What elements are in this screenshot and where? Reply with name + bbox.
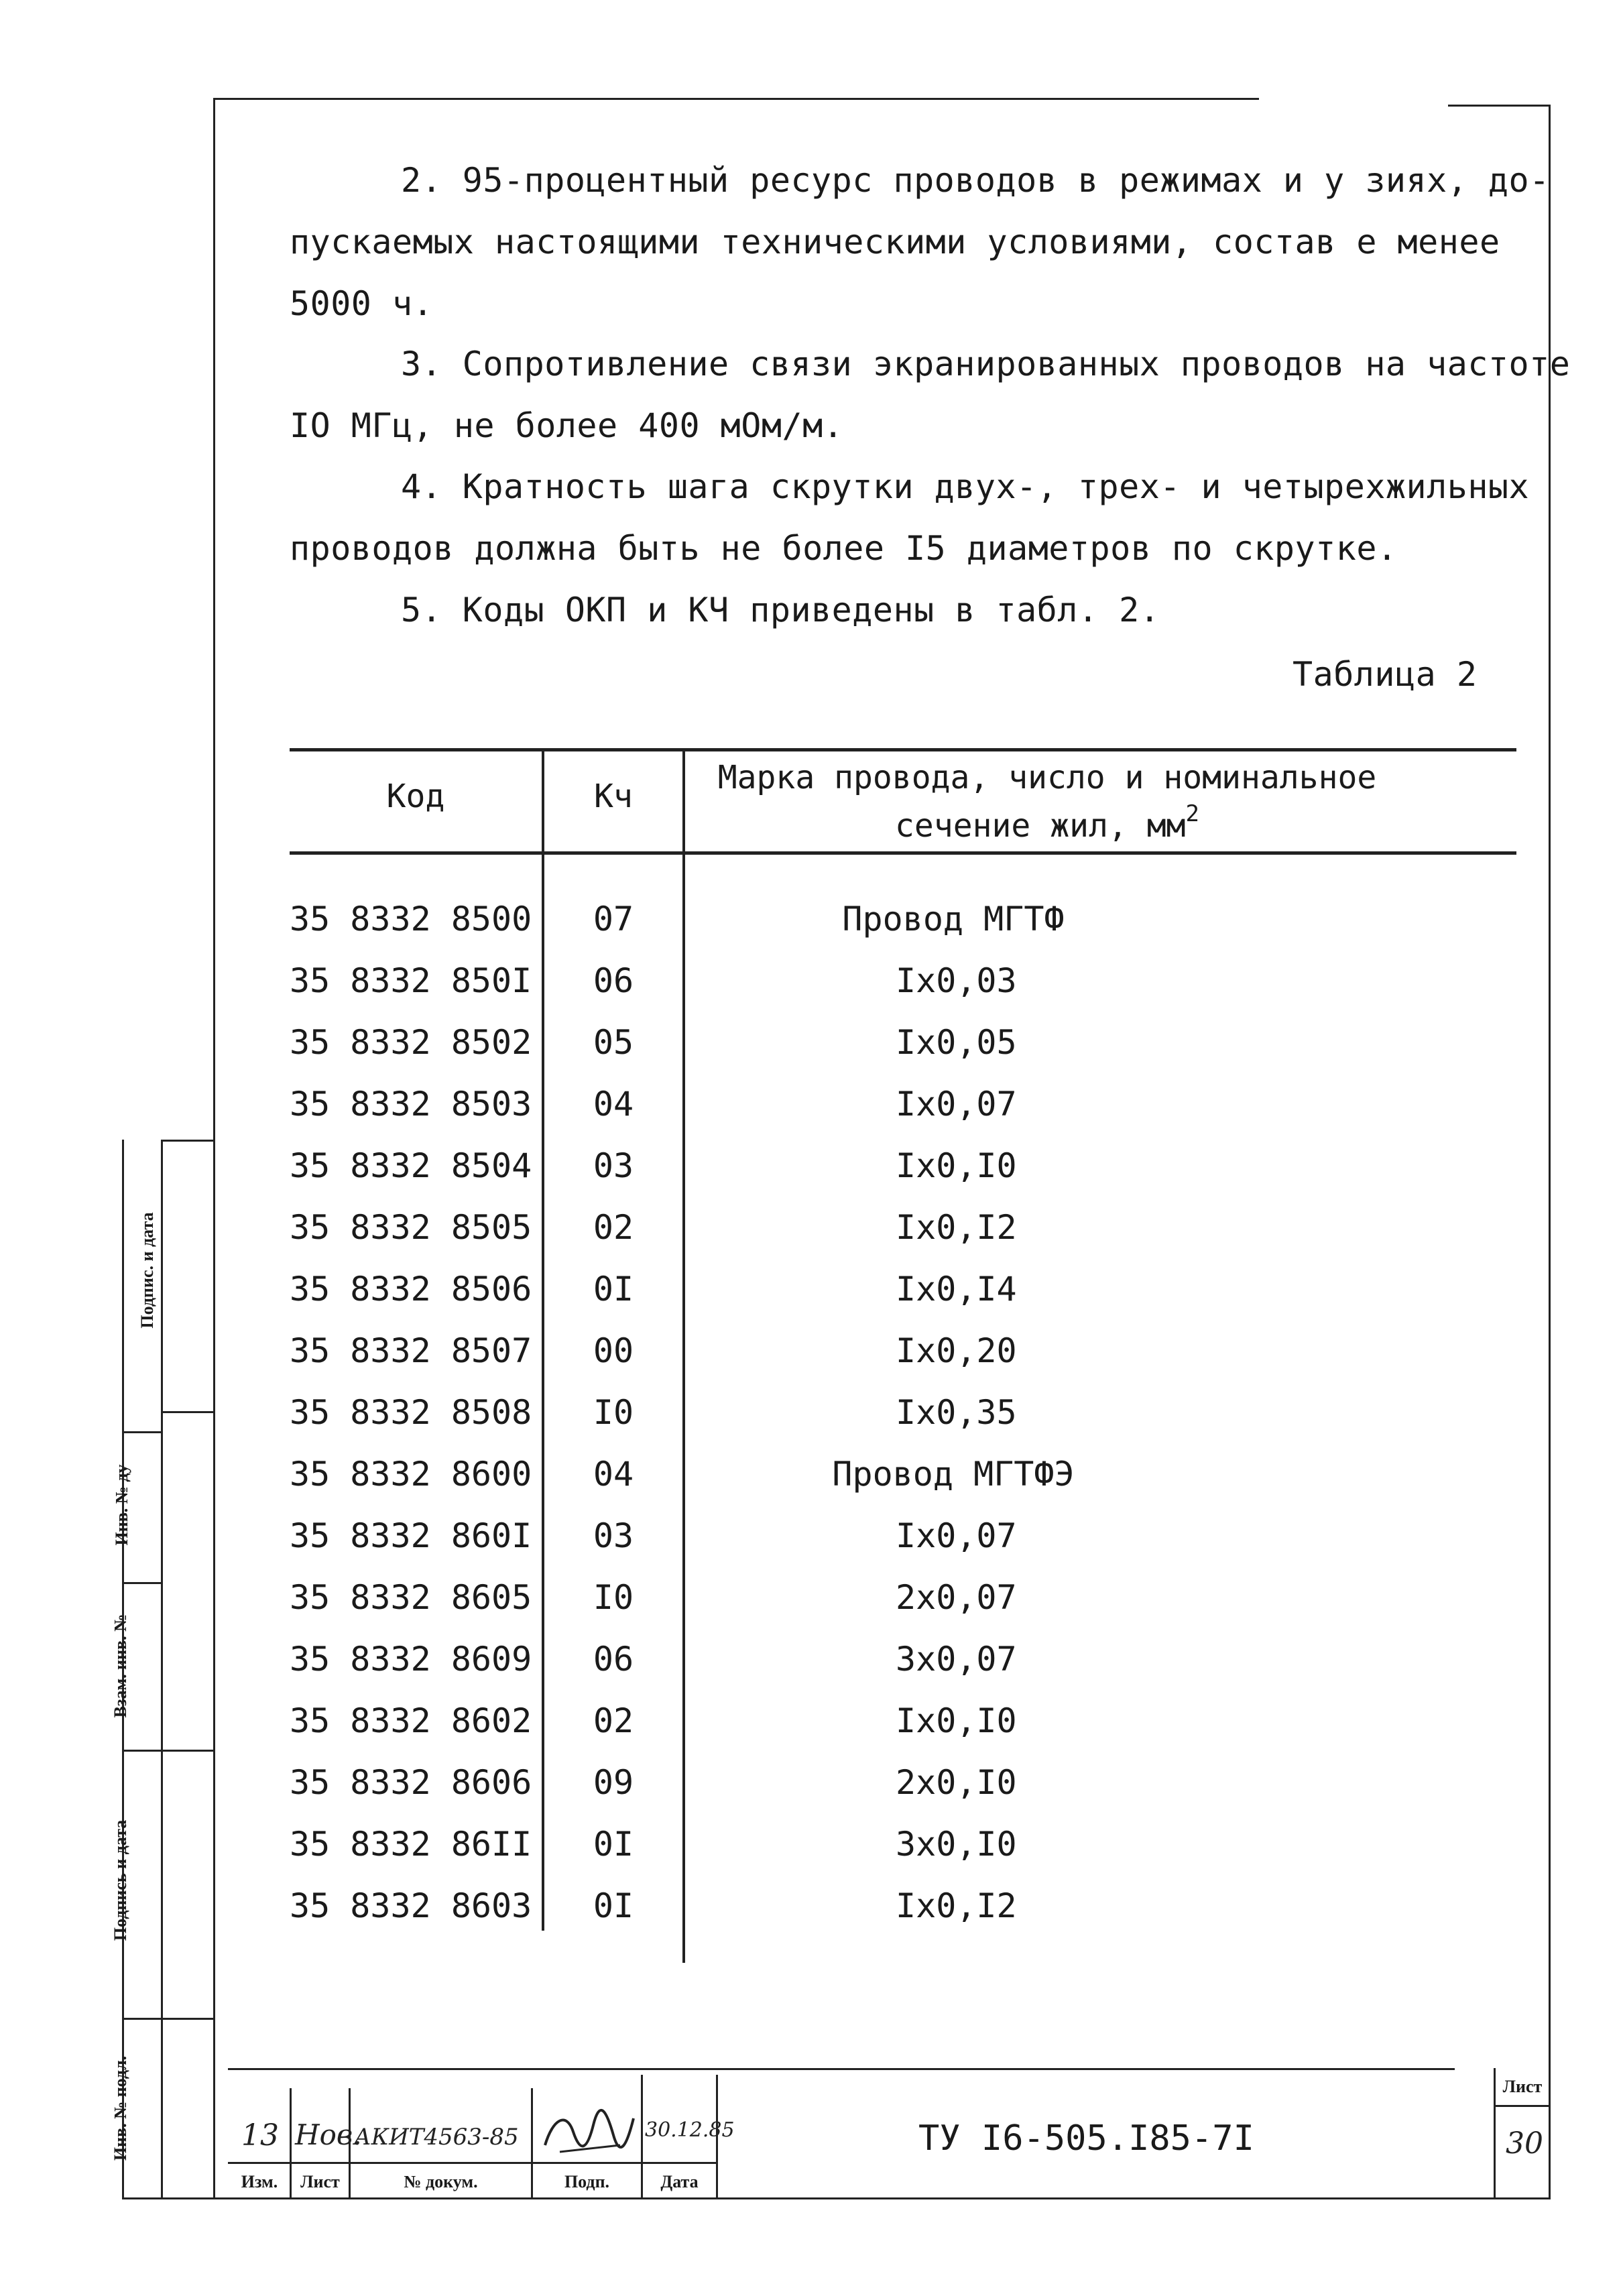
table-cell-mark: Ix0,07 — [896, 1516, 1017, 1555]
table-cell-kch: 06 — [593, 961, 634, 1000]
table-cell-code: 35 8332 8505 — [290, 1208, 532, 1247]
frame-bottom — [122, 2197, 1550, 2199]
margin-stamp-div-1b — [122, 1431, 162, 1433]
table-cell-mark: Ix0,I0 — [896, 1701, 1017, 1740]
table-cell-kch: 03 — [593, 1146, 634, 1185]
margin-stamp-div-2 — [122, 1582, 162, 1584]
stamp-mid-rule — [228, 2162, 717, 2164]
table-cell-mark: Ix0,I4 — [896, 1270, 1017, 1309]
frame-right — [1549, 105, 1551, 2199]
table-caption: Таблица 2 — [1293, 655, 1478, 694]
paragraph-3-line-1: 3. Сопротивление связи экранированных проводов на частоте — [401, 345, 1571, 383]
margin-stamp-div-1 — [161, 1411, 213, 1413]
table-cell-mark: Провод МГТФ — [842, 900, 1065, 939]
table-cell-mark: 2x0,07 — [896, 1578, 1017, 1617]
paragraph-3-line-2: IO МГц, не более 400 мОм/м. — [290, 406, 844, 445]
table-cell-mark: Ix0,03 — [896, 961, 1017, 1000]
table-cell-code: 35 8332 8609 — [290, 1640, 532, 1679]
stamp-list-value: Нов. — [295, 2118, 362, 2151]
table-cell-kch: 0I — [593, 1270, 634, 1309]
stamp-caption-podp: Подп. — [564, 2172, 610, 2191]
stamp-caption-izm: Изм. — [241, 2172, 278, 2191]
margin-stamp-div-3 — [122, 1750, 162, 1752]
table-cell-kch: 03 — [593, 1516, 634, 1555]
margin-stamp-div-4 — [122, 2018, 213, 2020]
table-cell-code: 35 8332 8602 — [290, 1701, 532, 1740]
frame-top-right — [1448, 105, 1550, 107]
table-cell-kch: 06 — [593, 1640, 634, 1679]
table-cell-mark: Ix0,05 — [896, 1023, 1017, 1062]
paragraph-4-line-2: проводов должна быть не более I5 диаметров по скрутке. — [290, 529, 1398, 568]
table-cell-code: 35 8332 8605 — [290, 1578, 532, 1617]
paragraph-2-line-3: 5000 ч. — [290, 284, 434, 323]
margin-stamp-inner — [161, 1140, 163, 2199]
stamp-sheet-rule — [1494, 2105, 1550, 2107]
table-cell-kch: 07 — [593, 900, 634, 939]
stamp-sheet-number: 30 — [1506, 2126, 1543, 2161]
table-cell-kch: 09 — [593, 1763, 634, 1802]
stamp-caption-date: Дата — [660, 2172, 699, 2191]
paragraph-5-line-1: 5. Коды ОКП и КЧ приведены в табл. 2. — [401, 591, 1160, 629]
table-cell-code: 35 8332 8502 — [290, 1023, 532, 1062]
side-label-inv-podl: Инв. № подл. — [111, 2055, 130, 2161]
table-cell-code: 35 8332 8500 — [290, 900, 532, 939]
table-cell-code: 35 8332 8508 — [290, 1393, 532, 1432]
side-label-inv-du: Инв. № ду — [112, 1464, 131, 1546]
header-kch: Кч — [594, 778, 633, 815]
frame-top-left — [213, 98, 1259, 100]
table-cell-code: 35 8332 8503 — [290, 1085, 532, 1124]
table-cell-mark: Провод МГТФЭ — [832, 1455, 1075, 1494]
paragraph-4-line-1: 4. Кратность шага скрутки двух-, трех- и четырехжильных — [401, 467, 1530, 506]
stamp-caption-doc: № докум. — [404, 2172, 478, 2191]
table-cell-mark: Ix0,I0 — [896, 1146, 1017, 1185]
document-code: ТУ I6-505.I85-7I — [918, 2118, 1254, 2159]
table-cell-code: 35 8332 8600 — [290, 1455, 532, 1494]
table-cell-kch: 05 — [593, 1023, 634, 1062]
table-cell-mark: Ix0,I2 — [896, 1886, 1017, 1925]
table-cell-mark: 3x0,I0 — [896, 1825, 1017, 1864]
table-cell-kch: 0I — [593, 1886, 634, 1925]
signature-mark — [540, 2105, 637, 2159]
margin-stamp-div-3b — [161, 1750, 213, 1752]
table-cell-mark: Ix0,35 — [896, 1393, 1017, 1432]
paragraph-2-line-2: пускаемых настоящими техническими условиями, состав е менее — [290, 223, 1500, 261]
table-cell-kch: 02 — [593, 1208, 634, 1247]
stamp-caption-list: Лист — [300, 2172, 340, 2191]
side-label-vzam-inv: Взам. инв. № — [111, 1614, 130, 1718]
table-cell-code: 35 8332 8504 — [290, 1146, 532, 1185]
table-cell-code: 35 8332 86II — [290, 1825, 532, 1864]
table-cell-kch: 04 — [593, 1085, 634, 1124]
table-cell-kch: 02 — [593, 1701, 634, 1740]
frame-left — [213, 98, 215, 2199]
stamp-izm-value: 13 — [241, 2118, 279, 2153]
side-label-sign-date-bottom: Подпись и дата — [111, 1819, 130, 1941]
table-cell-code: 35 8332 8507 — [290, 1331, 532, 1370]
table-cell-code: 35 8332 8603 — [290, 1886, 532, 1925]
table-cell-mark: 3x0,07 — [896, 1640, 1017, 1679]
header-code: Код — [386, 778, 445, 815]
table-cell-kch: 00 — [593, 1331, 634, 1370]
stamp-sheet-label: Лист — [1502, 2077, 1543, 2096]
table-cell-kch: 04 — [593, 1455, 634, 1494]
table-cell-code: 35 8332 8506 — [290, 1270, 532, 1309]
header-mark-line-1: Марка провода, число и номинальное — [717, 759, 1377, 796]
table-cell-mark: 2x0,I0 — [896, 1763, 1017, 1802]
table-cell-mark: Ix0,I2 — [896, 1208, 1017, 1247]
table-cell-kch: 0I — [593, 1825, 634, 1864]
stamp-top-rule — [228, 2068, 1455, 2070]
table-cell-kch: I0 — [593, 1393, 634, 1432]
table-cell-code: 35 8332 8606 — [290, 1763, 532, 1802]
table-cell-kch: I0 — [593, 1578, 634, 1617]
margin-stamp-top — [161, 1140, 213, 1142]
table-cell-mark: Ix0,07 — [896, 1085, 1017, 1124]
table-header-rule — [290, 851, 1516, 855]
table-cell-code: 35 8332 860I — [290, 1516, 532, 1555]
header-mark-line-2 — [685, 800, 1409, 845]
header-mark-superscript: 2 — [1185, 800, 1199, 827]
header-mark-line-2-text: сечение жил, мм — [895, 807, 1186, 845]
table-cell-mark: Ix0,20 — [896, 1331, 1017, 1370]
stamp-doc-value: АКИТ4563-85 — [354, 2124, 519, 2151]
stamp-sheet-left — [1494, 2068, 1496, 2199]
paragraph-2-line-1: 2. 95-процентный ресурс проводов в режимах и у зиях, до- — [401, 161, 1550, 200]
table-top-rule — [290, 748, 1516, 751]
side-label-sign-date-top: Подпис. и дата — [137, 1212, 157, 1329]
table-cell-code: 35 8332 850I — [290, 961, 532, 1000]
stamp-date-value: 30.12.85 — [645, 2118, 735, 2142]
